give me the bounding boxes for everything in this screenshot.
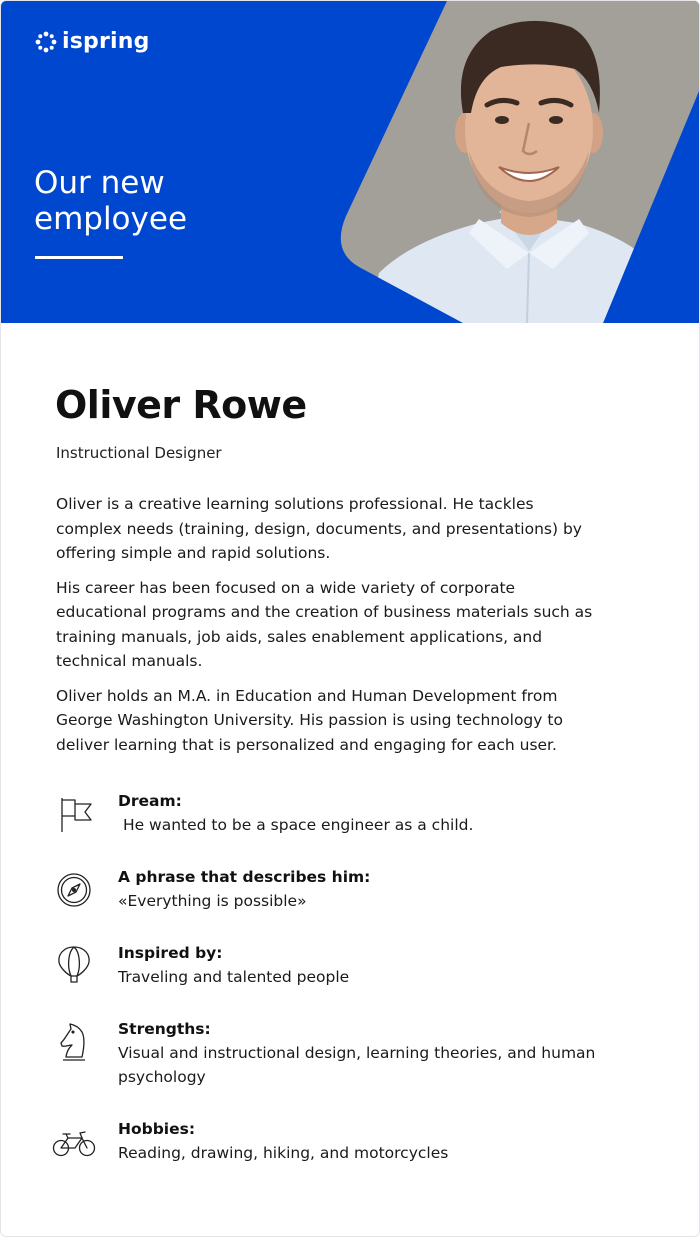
fact-title: A phrase that describes him: (118, 868, 371, 886)
title-underline (35, 256, 123, 259)
fact-text: He wanted to be a space engineer as a child. (118, 816, 474, 834)
flag-icon (51, 791, 97, 837)
fact-text: Traveling and talented people (118, 968, 350, 986)
bio-paragraph: Oliver is a creative learning solutions professional. He tackles complex needs (training, design, documents, and presentations) by offering simple and rapid solutions. (56, 495, 582, 562)
fact-item-hobbies (51, 1117, 631, 1165)
hero-banner (1, 1, 699, 323)
fact-text: «Everything is possible» (118, 892, 307, 910)
hot-air-balloon-icon (51, 943, 97, 989)
sparkle-logo-icon (35, 31, 57, 53)
fact-item-strengths (51, 1017, 631, 1089)
fact-title: Inspired by: (118, 944, 223, 962)
employee-bio (56, 492, 596, 767)
bio-paragraph: Oliver holds an M.A. in Education and Human Development from George Washington University. His passion is using technology to deliver learning that is personalized and engaging for each user. (56, 686, 563, 754)
fact-title: Strengths: (118, 1020, 211, 1038)
ispring-logo (35, 31, 150, 53)
fact-item-phrase (51, 865, 631, 913)
hero-title: Our new employee (34, 165, 188, 237)
facts-list (51, 789, 631, 1193)
compass-icon (51, 867, 97, 913)
fact-item-dream (51, 789, 631, 837)
fact-title: Hobbies: (118, 1120, 196, 1138)
fact-text: Visual and instructional design, learning theories, and human psychology (118, 1044, 601, 1086)
bio-paragraph: His career has been focused on a wide variety of corporate educational programs and the creation of business materials such as training manuals, job aids, sales enablement applications, and technical manuals. (56, 578, 593, 670)
logo-text: ispring (62, 29, 150, 54)
fact-text: Reading, drawing, hiking, and motorcycles (118, 1144, 449, 1162)
bicycle-icon (51, 1119, 97, 1165)
employee-name: Oliver Rowe (55, 383, 307, 427)
fact-title: Dream: (118, 792, 182, 810)
employee-job-title: Instructional Designer (56, 444, 222, 462)
fact-item-inspired (51, 941, 631, 989)
chess-knight-icon (51, 1019, 97, 1065)
